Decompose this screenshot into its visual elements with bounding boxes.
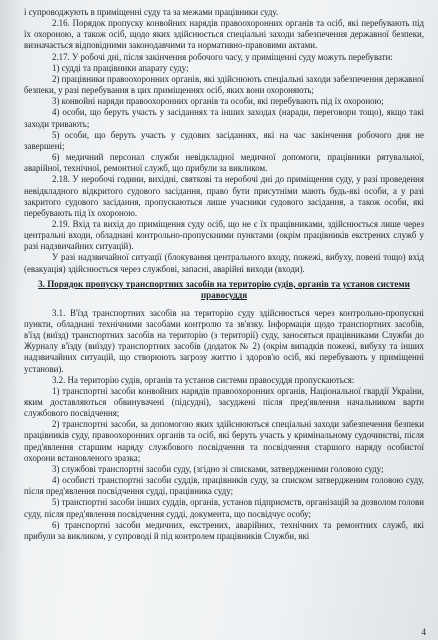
paragraphs-top <box>24 7 424 275</box>
paragraph: 3) конвойні наряди правоохоронних органів та особи, які перебувають під їх охороною; <box>52 96 384 107</box>
paragraph: 2) працівники правоохоронних органів, які здійснюють спеціальні заходи забезпечення державної безпеки, у разі перебування в цих приміщеннях осіб, яких вони охороняють; <box>24 73 424 96</box>
section-heading: 3. Порядок пропуску транспортних засобів на територію судів, органів та установ системи правосуддя <box>38 278 410 301</box>
paragraph: У разі надзвичайної ситуації (блокування центрального входу, пожежі, вибуху, повені тощо) вхід (евакуація) здійснюється через службові, запасні, аварійні виходи (входи). <box>24 252 424 274</box>
paragraph: 4) особисті транспортні засоби суддів, працівників суду, за списком затвердженим головою суду, після пред'явлення посвідчення судді, працівника суду; <box>24 475 424 497</box>
paragraph: 6) медичний персонал служби невідкладної медичної допомоги, працівники рятувальної, аварійної, технічної, ремонтної служб, що прибули за викликом. <box>24 152 424 174</box>
document-body <box>24 7 424 542</box>
paragraph: 3.1. В'їзд транспортних засобів на територію суду здійснюється через контрольно-пропускні пункти, обладнані технічними засобами контролю та зв'язку. Інформація щодо транспортних засобів, в'їзд (виїзд) транспортних засобів на територію (з території) суду, заносяться працівниками Служби до Журналу в'їзду (виїзду) транспортних засобів (додаток № 2) (окрім випадків пожежі, вибуху та інших надзвичайних ситуацій, що створюють загрозу життю і здоров'ю осіб, які перебувають у приміщенні установи). <box>24 307 424 374</box>
paragraph: 1) судді та працівники апарату суду; <box>52 62 189 73</box>
paragraph: і супроводжують в приміщенні суду та за межами працівники суду. <box>24 7 279 17</box>
paragraph: 2.16. Порядок пропуску конвойних нарядів правоохоронних органів та осіб, які перебувають під їх охороною, а також осіб, щодо яких здійснюється спеціальні заходи забезпечення державної безпеки, визначається відповідними законодавчими та нормативно-правовими актами. <box>24 18 424 51</box>
paragraph: 5) транспортні засоби інших суддів, органів, установ підприємств, організацій за дозволом голови суду, після пред'явлення посвідчення судді, документа, що посвідчує особу; <box>24 497 424 519</box>
paragraph: 3) службові транспортні засоби суду, (згідно зі списками, затвердженими головою суду; <box>52 463 384 474</box>
paragraph: 2.19. Вхід та вихід до приміщення суду осіб, що не є їх працівниками, здійснюється лише через центральні входи, обладнані контрольно-пропускними пунктами (окрім працівників екстрених служб у разі надзвичайних ситуацій). <box>24 218 424 252</box>
paragraph: 5) особи, що беруть участь у судових засіданнях, які на час закінчення робочого дня не завершені; <box>24 129 424 151</box>
page-shadow <box>0 0 24 640</box>
paragraph: 2) транспортні засоби, за допомогою яких здійснюються спеціальні заходи забезпечення безпеки працівників суду, правоохоронних органів та осіб, які беруть участь у кримінальному судочинстві, після пред'явлення старшим наряду службового посвідчення та посвідчення старшого наряду особистої охорони встановленого зразка; <box>24 419 424 463</box>
paragraphs-bottom <box>24 308 424 542</box>
page-number: 4 <box>421 626 426 637</box>
paragraph: 6) транспортні засоби медичних, екстрених, аварійних, технічних та ремонтних служб, які прибули за викликом, у супроводі й під контролем працівників Служби, які <box>24 519 424 541</box>
paragraph: 2.18. У неробочі години, вихідні, святкові та неробочі дні до приміщення суду, у разі проведення невідкладного відкритого судового засідання, право бути присутніми мають будь-які особи, а у разі закритого судового засідання, пропускаються лише учасники судового засідання, а також особи, які перебувають під їх охороною. <box>24 174 424 218</box>
paragraph: 4) особи, що беруть участь у засіданнях та інших заходах (наради, переговори тощо), якщо такі заходи тривають; <box>24 107 424 129</box>
paragraph: 3.2. На територію судів, органів та установ системи правосуддя пропускаються: <box>52 374 355 385</box>
paragraph: 1) транспортні засоби конвойних нарядів правоохоронних органів, Національної гвардії України, яким доставляються обвинувачені (підсудні), засуджені після пред'явлення начальником варти службового посвідчення; <box>24 385 424 419</box>
paragraph: 2.17. У робочі дні, після закінчення робочого часу, у приміщенні суду можуть перебувати: <box>52 51 393 62</box>
